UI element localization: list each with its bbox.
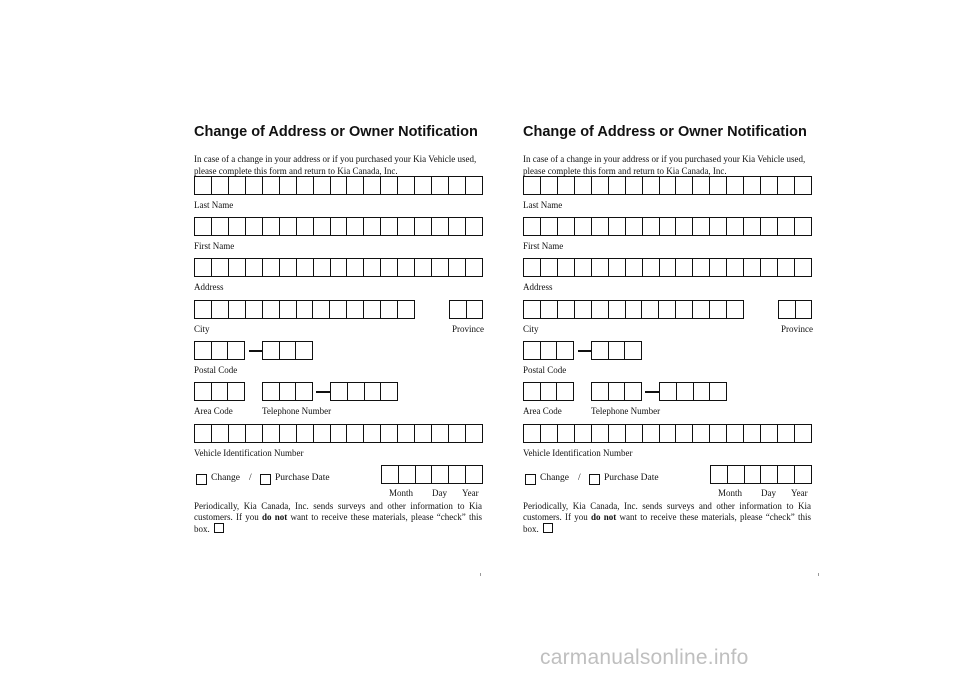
opt-out-checkbox[interactable] [543, 523, 553, 533]
entry-cell[interactable] [643, 259, 660, 276]
entry-cell[interactable] [364, 425, 381, 442]
entry-cell[interactable] [609, 301, 626, 318]
entry-cell[interactable] [710, 177, 727, 194]
entry-cell[interactable] [212, 259, 229, 276]
entry-cell[interactable] [330, 301, 347, 318]
entry-cell[interactable] [710, 301, 727, 318]
entry-cell[interactable] [676, 218, 693, 235]
telephone-line-boxes[interactable] [659, 382, 727, 401]
entry-cell[interactable] [364, 177, 381, 194]
entry-cell[interactable] [449, 177, 466, 194]
entry-cell[interactable] [297, 301, 314, 318]
entry-cell[interactable] [575, 218, 592, 235]
survey-note-emphasis: do not [262, 512, 288, 522]
change-label: Change [540, 473, 570, 483]
postal-code-label: Postal Code [523, 365, 567, 375]
entry-cell[interactable] [693, 301, 710, 318]
entry-cell[interactable] [592, 177, 609, 194]
entry-cell[interactable] [558, 301, 575, 318]
entry-cell[interactable] [541, 425, 558, 442]
entry-cell[interactable] [280, 218, 297, 235]
city-boxes[interactable] [523, 300, 744, 319]
entry-cell[interactable] [643, 425, 660, 442]
address-boxes[interactable] [523, 258, 812, 277]
watermark: carmanualsonline.info [540, 646, 749, 669]
entry-cell[interactable] [609, 383, 626, 400]
entry-cell[interactable] [297, 218, 314, 235]
entry-cell[interactable] [297, 259, 314, 276]
entry-cell[interactable] [432, 259, 449, 276]
city-boxes[interactable] [194, 300, 415, 319]
survey-note [194, 501, 482, 535]
entry-cell[interactable] [398, 425, 415, 442]
entry-cell[interactable] [432, 425, 449, 442]
entry-cell[interactable] [449, 466, 466, 483]
date-year-label: Year [462, 488, 479, 498]
entry-cell[interactable] [314, 425, 331, 442]
entry-cell[interactable] [778, 218, 795, 235]
entry-cell[interactable] [609, 177, 626, 194]
entry-cell[interactable] [347, 177, 364, 194]
entry-cell[interactable] [347, 218, 364, 235]
entry-cell[interactable] [331, 259, 348, 276]
entry-cell[interactable] [558, 259, 575, 276]
entry-cell[interactable] [381, 383, 397, 400]
entry-cell[interactable] [541, 342, 558, 359]
postal-code-second-boxes[interactable] [262, 341, 313, 360]
entry-cell[interactable] [331, 177, 348, 194]
entry-cell[interactable] [229, 218, 246, 235]
entry-cell[interactable] [710, 383, 726, 400]
entry-cell[interactable] [626, 301, 643, 318]
survey-note-text-end: want to receive these materials, please “check” this box. [523, 512, 811, 534]
first-name-boxes[interactable] [523, 217, 812, 236]
entry-cell[interactable] [795, 466, 811, 483]
last-name-boxes[interactable] [523, 176, 812, 195]
entry-cell[interactable] [195, 259, 212, 276]
entry-cell[interactable] [778, 177, 795, 194]
province-label: Province [452, 324, 484, 334]
area-code-label: Area Code [523, 406, 562, 416]
entry-cell[interactable] [557, 342, 573, 359]
entry-cell[interactable] [364, 218, 381, 235]
date-month-label: Month [718, 488, 743, 498]
entry-cell[interactable] [280, 177, 297, 194]
entry-cell[interactable] [541, 383, 558, 400]
address-label: Address [194, 282, 224, 292]
vin-label: Vehicle Identification Number [194, 448, 304, 458]
entry-cell[interactable] [796, 301, 812, 318]
option-separator: / [578, 473, 581, 483]
area-code-boxes[interactable] [194, 382, 245, 401]
entry-cell[interactable] [659, 301, 676, 318]
entry-cell[interactable] [415, 218, 432, 235]
entry-cell[interactable] [364, 301, 381, 318]
entry-cell[interactable] [693, 218, 710, 235]
entry-cell[interactable] [415, 259, 432, 276]
entry-cell[interactable] [246, 425, 263, 442]
entry-cell[interactable] [263, 342, 280, 359]
province-boxes[interactable] [778, 300, 812, 319]
opt-out-checkbox[interactable] [214, 523, 224, 533]
entry-cell[interactable] [727, 259, 744, 276]
form-title: Change of Address or Owner Notification [523, 124, 807, 140]
entry-cell[interactable] [541, 259, 558, 276]
date-year-label: Year [791, 488, 808, 498]
entry-cell[interactable] [365, 383, 382, 400]
entry-cell[interactable] [524, 425, 541, 442]
entry-cell[interactable] [331, 218, 348, 235]
entry-cell[interactable] [761, 425, 778, 442]
date-day-label: Day [432, 488, 447, 498]
entry-cell[interactable] [694, 383, 711, 400]
entry-cell[interactable] [398, 301, 414, 318]
postal-code-label: Postal Code [194, 365, 238, 375]
entry-cell[interactable] [381, 425, 398, 442]
entry-cell[interactable] [466, 425, 482, 442]
province-boxes[interactable] [449, 300, 483, 319]
change-checkbox[interactable] [525, 474, 536, 485]
entry-cell[interactable] [195, 383, 212, 400]
entry-cell[interactable] [558, 177, 575, 194]
entry-cell[interactable] [676, 259, 693, 276]
entry-cell[interactable] [381, 301, 398, 318]
first-name-label: First Name [194, 241, 235, 251]
entry-cell[interactable] [575, 425, 592, 442]
entry-cell[interactable] [466, 218, 482, 235]
entry-cell[interactable] [212, 383, 229, 400]
page-mark-right [818, 573, 819, 576]
telephone-number-label: Telephone Number [262, 406, 332, 416]
entry-cell[interactable] [466, 259, 482, 276]
purchase-date-checkbox[interactable] [260, 474, 271, 485]
entry-cell[interactable] [625, 383, 641, 400]
entry-cell[interactable] [558, 425, 575, 442]
entry-cell[interactable] [677, 383, 694, 400]
entry-cell[interactable] [263, 218, 280, 235]
telephone-dash [645, 391, 659, 393]
option-separator: / [249, 473, 252, 483]
date-month-label: Month [389, 488, 414, 498]
survey-note-text: Periodically, Kia Canada, Inc. sends surveys and other information to Kia customers. If you [523, 501, 811, 522]
entry-cell[interactable] [710, 259, 727, 276]
last-name-label: Last Name [194, 200, 234, 210]
entry-cell[interactable] [761, 177, 778, 194]
entry-cell[interactable] [575, 177, 592, 194]
entry-cell[interactable] [398, 259, 415, 276]
entry-cell[interactable] [381, 259, 398, 276]
entry-cell[interactable] [280, 383, 297, 400]
entry-cell[interactable] [280, 425, 297, 442]
entry-cell[interactable] [314, 177, 331, 194]
entry-cell[interactable] [727, 301, 743, 318]
entry-cell[interactable] [280, 301, 297, 318]
purchase-date-label: Purchase Date [604, 473, 659, 483]
entry-cell[interactable] [263, 383, 280, 400]
entry-cell[interactable] [727, 425, 744, 442]
entry-cell[interactable] [524, 342, 541, 359]
entry-cell[interactable] [195, 301, 212, 318]
date-day-label: Day [761, 488, 776, 498]
entry-cell[interactable] [432, 466, 449, 483]
entry-cell[interactable] [466, 466, 482, 483]
entry-cell[interactable] [693, 177, 710, 194]
entry-cell[interactable] [263, 425, 280, 442]
postal-code-dash [249, 350, 263, 352]
entry-cell[interactable] [195, 425, 212, 442]
entry-cell[interactable] [524, 383, 541, 400]
entry-cell[interactable] [524, 218, 541, 235]
entry-cell[interactable] [795, 425, 811, 442]
city-label: City [523, 324, 539, 334]
entry-cell[interactable] [557, 383, 573, 400]
address-label: Address [523, 282, 553, 292]
entry-cell[interactable] [626, 177, 643, 194]
telephone-dash [316, 391, 330, 393]
entry-cell[interactable] [643, 177, 660, 194]
change-label: Change [211, 473, 241, 483]
entry-cell[interactable] [228, 342, 244, 359]
entry-cell[interactable] [399, 466, 416, 483]
entry-cell[interactable] [296, 342, 312, 359]
entry-cell[interactable] [331, 383, 348, 400]
entry-cell[interactable] [280, 342, 297, 359]
entry-cell[interactable] [592, 259, 609, 276]
entry-cell[interactable] [263, 259, 280, 276]
entry-cell[interactable] [415, 177, 432, 194]
entry-cell[interactable] [212, 342, 229, 359]
entry-cell[interactable] [524, 259, 541, 276]
entry-cell[interactable] [398, 177, 415, 194]
entry-cell[interactable] [229, 425, 246, 442]
entry-cell[interactable] [246, 218, 263, 235]
entry-cell[interactable] [660, 218, 677, 235]
entry-cell[interactable] [432, 177, 449, 194]
entry-cell[interactable] [229, 177, 246, 194]
entry-cell[interactable] [524, 301, 541, 318]
entry-cell[interactable] [744, 259, 761, 276]
entry-cell[interactable] [347, 301, 364, 318]
purchase-date-checkbox[interactable] [589, 474, 600, 485]
entry-cell[interactable] [609, 218, 626, 235]
survey-note [523, 501, 811, 535]
entry-cell[interactable] [381, 218, 398, 235]
telephone-prefix-boxes[interactable] [591, 382, 642, 401]
entry-cell[interactable] [761, 466, 778, 483]
entry-cell[interactable] [795, 177, 811, 194]
entry-cell[interactable] [592, 425, 609, 442]
last-name-boxes[interactable] [194, 176, 483, 195]
entry-cell[interactable] [693, 259, 710, 276]
entry-cell[interactable] [660, 259, 677, 276]
entry-cell[interactable] [592, 301, 609, 318]
telephone-prefix-boxes[interactable] [262, 382, 313, 401]
postal-code-first-boxes[interactable] [194, 341, 245, 360]
entry-cell[interactable] [541, 218, 558, 235]
first-name-label: First Name [523, 241, 564, 251]
entry-cell[interactable] [710, 425, 727, 442]
entry-cell[interactable] [432, 218, 449, 235]
entry-cell[interactable] [280, 259, 297, 276]
entry-cell[interactable] [660, 177, 677, 194]
entry-cell[interactable] [347, 259, 364, 276]
entry-cell[interactable] [314, 259, 331, 276]
date-boxes[interactable] [381, 465, 483, 484]
province-label: Province [781, 324, 813, 334]
entry-cell[interactable] [381, 177, 398, 194]
entry-cell[interactable] [450, 301, 467, 318]
entry-cell[interactable] [676, 425, 693, 442]
entry-cell[interactable] [728, 466, 745, 483]
entry-cell[interactable] [795, 259, 811, 276]
change-checkbox[interactable] [196, 474, 207, 485]
entry-cell[interactable] [297, 177, 314, 194]
entry-cell[interactable] [229, 259, 246, 276]
entry-cell[interactable] [314, 218, 331, 235]
entry-cell[interactable] [246, 301, 263, 318]
entry-cell[interactable] [263, 301, 280, 318]
form-intro: In case of a change in your address or if you purchased your Kia Vehicle used, please complete this form and return to Kia Canada, Inc. [523, 154, 806, 176]
entry-cell[interactable] [626, 425, 643, 442]
vin-boxes[interactable] [194, 424, 483, 443]
entry-cell[interactable] [296, 383, 312, 400]
page-mark-left [480, 573, 481, 576]
entry-cell[interactable] [558, 218, 575, 235]
entry-cell[interactable] [745, 466, 762, 483]
entry-cell[interactable] [676, 177, 693, 194]
vin-label: Vehicle Identification Number [523, 448, 633, 458]
survey-note-emphasis: do not [591, 512, 617, 522]
postal-code-dash [578, 350, 592, 352]
entry-cell[interactable] [778, 466, 795, 483]
entry-cell[interactable] [626, 218, 643, 235]
entry-cell[interactable] [744, 425, 761, 442]
entry-cell[interactable] [195, 218, 212, 235]
entry-cell[interactable] [195, 177, 212, 194]
form-title: Change of Address or Owner Notification [194, 124, 478, 140]
entry-cell[interactable] [416, 466, 433, 483]
postal-code-first-boxes[interactable] [523, 341, 574, 360]
purchase-date-label: Purchase Date [275, 473, 330, 483]
entry-cell[interactable] [575, 259, 592, 276]
entry-cell[interactable] [727, 177, 744, 194]
entry-cell[interactable] [761, 259, 778, 276]
entry-cell[interactable] [263, 177, 280, 194]
entry-cell[interactable] [398, 218, 415, 235]
entry-cell[interactable] [364, 259, 381, 276]
form-intro: In case of a change in your address or if you purchased your Kia Vehicle used, please complete this form and return to Kia Canada, Inc. [194, 154, 477, 176]
entry-cell[interactable] [778, 259, 795, 276]
entry-cell[interactable] [466, 177, 482, 194]
last-name-label: Last Name [523, 200, 563, 210]
entry-cell[interactable] [297, 425, 314, 442]
entry-cell[interactable] [449, 259, 466, 276]
entry-cell[interactable] [727, 218, 744, 235]
entry-cell[interactable] [744, 177, 761, 194]
survey-note-text: Periodically, Kia Canada, Inc. sends surveys and other information to Kia customers. If you [194, 501, 482, 522]
entry-cell[interactable] [660, 425, 677, 442]
postal-code-second-boxes[interactable] [591, 341, 642, 360]
address-boxes[interactable] [194, 258, 483, 277]
entry-cell[interactable] [676, 301, 693, 318]
entry-cell[interactable] [348, 383, 365, 400]
entry-cell[interactable] [693, 425, 710, 442]
entry-cell[interactable] [331, 425, 348, 442]
entry-cell[interactable] [643, 218, 660, 235]
entry-cell[interactable] [642, 301, 659, 318]
date-boxes[interactable] [710, 465, 812, 484]
entry-cell[interactable] [592, 218, 609, 235]
entry-cell[interactable] [609, 342, 626, 359]
entry-cell[interactable] [449, 425, 466, 442]
entry-cell[interactable] [313, 301, 330, 318]
entry-cell[interactable] [609, 425, 626, 442]
entry-cell[interactable] [779, 301, 796, 318]
entry-cell[interactable] [541, 177, 558, 194]
entry-cell[interactable] [660, 383, 677, 400]
entry-cell[interactable] [761, 218, 778, 235]
entry-cell[interactable] [382, 466, 399, 483]
entry-cell[interactable] [449, 218, 466, 235]
first-name-boxes[interactable] [194, 217, 483, 236]
entry-cell[interactable] [228, 383, 244, 400]
entry-cell[interactable] [524, 177, 541, 194]
entry-cell[interactable] [592, 342, 609, 359]
entry-cell[interactable] [246, 177, 263, 194]
entry-cell[interactable] [415, 425, 432, 442]
vin-boxes[interactable] [523, 424, 812, 443]
entry-cell[interactable] [212, 177, 229, 194]
entry-cell[interactable] [710, 218, 727, 235]
entry-cell[interactable] [575, 301, 592, 318]
telephone-number-label: Telephone Number [591, 406, 661, 416]
area-code-label: Area Code [194, 406, 233, 416]
entry-cell[interactable] [744, 218, 761, 235]
entry-cell[interactable] [212, 218, 229, 235]
area-code-boxes[interactable] [523, 382, 574, 401]
survey-note-text-end: want to receive these materials, please “check” this box. [194, 512, 482, 534]
entry-cell[interactable] [626, 259, 643, 276]
entry-cell[interactable] [229, 301, 246, 318]
entry-cell[interactable] [609, 259, 626, 276]
entry-cell[interactable] [778, 425, 795, 442]
entry-cell[interactable] [467, 301, 483, 318]
entry-cell[interactable] [592, 383, 609, 400]
entry-cell[interactable] [625, 342, 641, 359]
entry-cell[interactable] [795, 218, 811, 235]
entry-cell[interactable] [347, 425, 364, 442]
entry-cell[interactable] [246, 259, 263, 276]
entry-cell[interactable] [711, 466, 728, 483]
entry-cell[interactable] [212, 425, 229, 442]
telephone-line-boxes[interactable] [330, 382, 398, 401]
city-label: City [194, 324, 210, 334]
entry-cell[interactable] [541, 301, 558, 318]
entry-cell[interactable] [212, 301, 229, 318]
entry-cell[interactable] [195, 342, 212, 359]
